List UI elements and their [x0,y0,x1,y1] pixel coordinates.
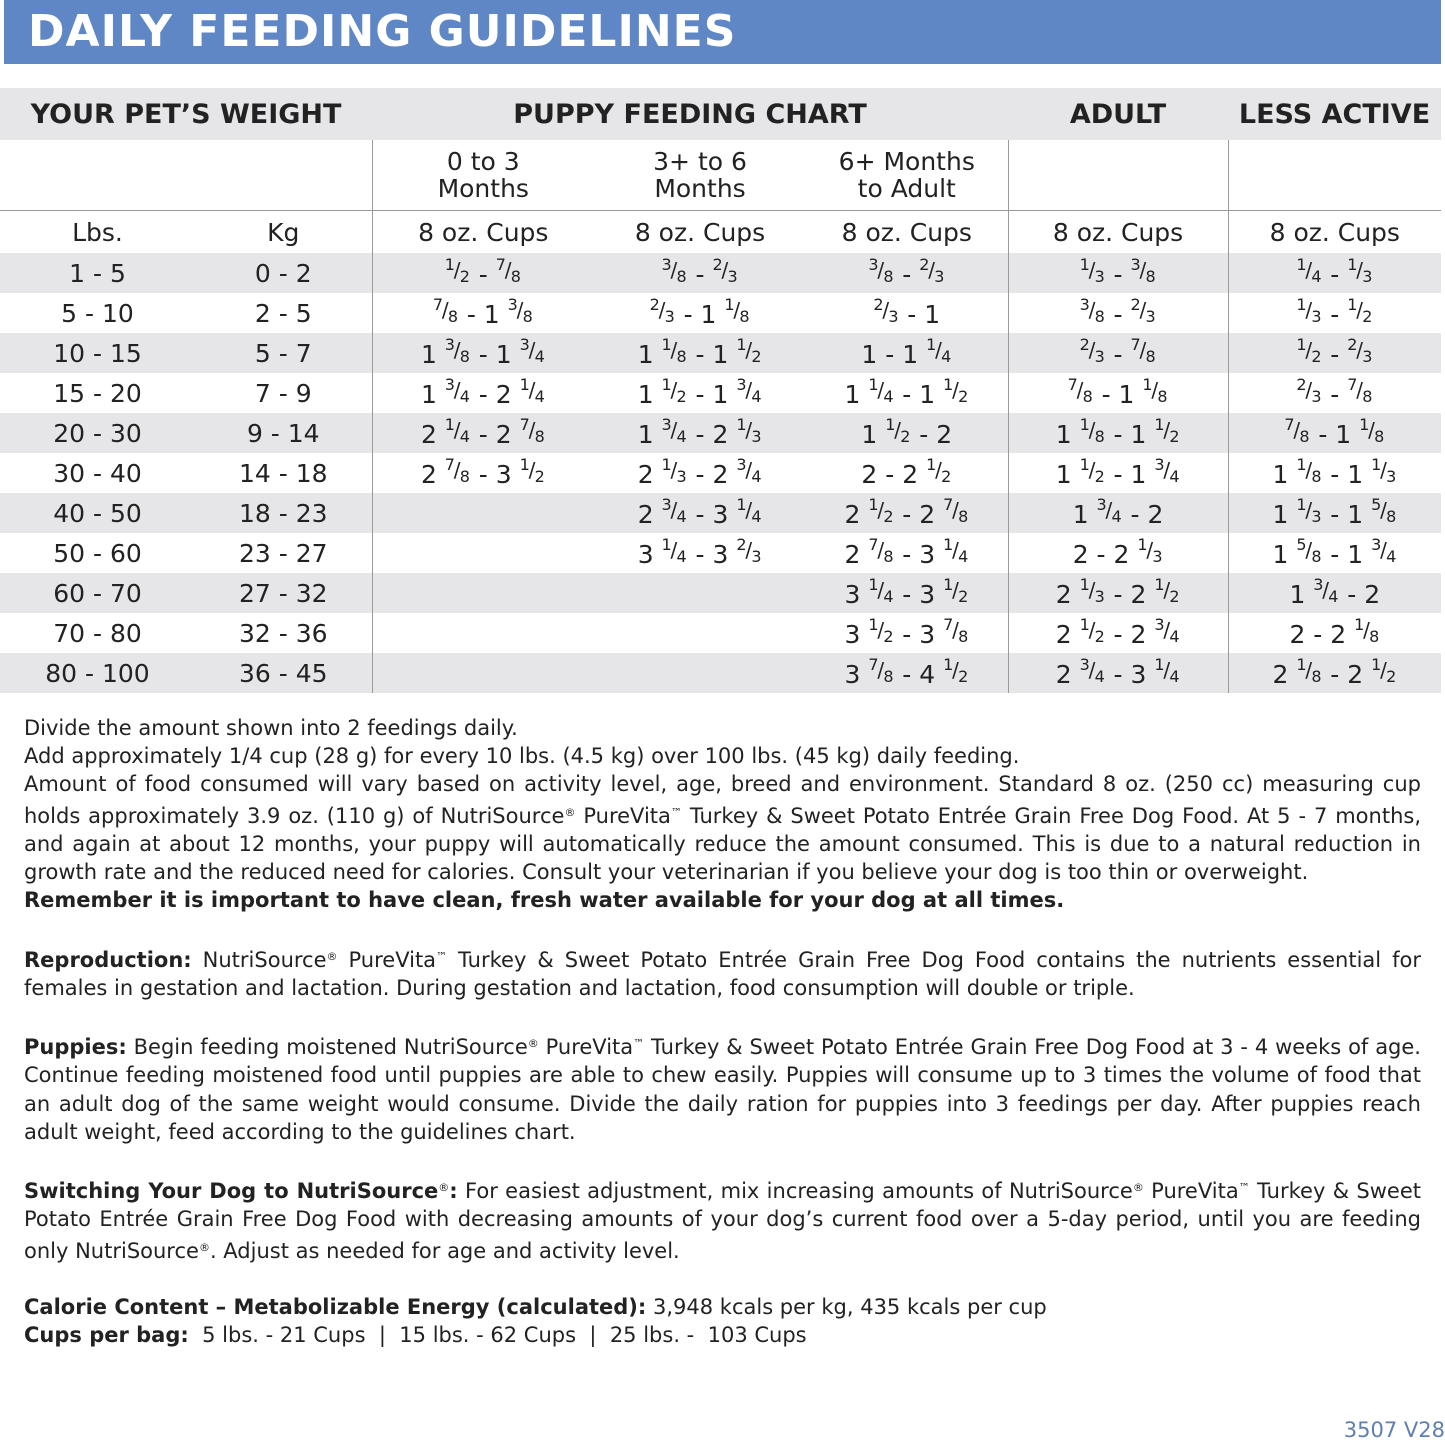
note-water-text: Remember it is important to have clean, fresh water available for your dog at all times. [24,888,1065,913]
note-switching [24,1174,1421,1265]
lbs-cell: 40 - 50 [0,493,195,533]
puppy-6-adult-cell: 3 / 8 - 2 / 3 [806,253,1008,293]
puppy-3-6-cell: 2 3 / 4 - 3 1 / 4 [594,493,806,533]
less-active-cell: 2 - 2 1 / 8 [1228,613,1441,653]
registered-mark: ® [438,1181,450,1195]
header-adult: ADULT [1008,88,1228,140]
lbs-cell: 20 - 30 [0,413,195,453]
puppy-0-3-cell: 2 7 / 8 - 3 1 / 2 [372,453,594,493]
kg-cell: 9 - 14 [195,413,372,453]
header-cups-p3: 8 oz. Cups [806,211,1008,254]
pup-c: Turkey & Sweet Potato Entrée Grain Free Dog Food at 3 - 4 weeks of age. Continue feeding moistened food until puppies are able to chew easily. Puppies will consume up to 3 times the volume of food that an adult dog of the same weight would consume. Divide the daily ration for puppies into 3 feedings per day. After puppies reach adult weight, feed according to the guidelines chart. [24,1035,1421,1144]
adult-cell: 1 1 / 8 - 1 1 / 2 [1008,413,1228,453]
adult-cell: 2 1 / 2 - 2 3 / 4 [1008,613,1228,653]
kg-cell: 7 - 9 [254,378,312,408]
less-active-cell: 1 / 4 - 1 / 3 [1228,253,1441,293]
trademark-mark: ™ [436,949,448,963]
puppy-3-6-cell: 3 1 / 4 - 3 2 / 3 [637,535,762,569]
puppy-0-3-cell: 2 1 / 4 - 2 7 / 8 [372,413,594,453]
kg-cell: 0 - 2 [195,253,372,293]
note-water [24,886,1421,914]
less-active-cell: 1 1 / 8 - 1 1 / 3 [1228,453,1441,493]
less-active-cell: 1 1 / 3 - 1 5 / 8 [1228,493,1441,533]
puppy-6-adult-cell: 3 7 / 8 - 4 1 / 2 [806,653,1008,693]
header-age-3-6-text: 3+ to 6 Months [653,147,747,203]
cups-per-bag-label: Cups per bag: [24,1323,189,1348]
spacer [24,1002,1421,1030]
lbs-cell: 10 - 15 [0,333,195,373]
reproduction-label: Reproduction: [24,947,192,972]
note-calories [24,1293,1421,1321]
adult-cell: 1 / 3 - 3 / 8 [1008,253,1228,293]
calorie-label: Calorie Content – Metabolizable Energy (calculated): [24,1295,647,1319]
header-age-6-adult-text: 6+ Months to Adult [838,147,975,203]
version-code: 3507 V28 [1343,1418,1445,1442]
calorie-value: 3,948 kcals per kg, 435 kcals per cup [646,1295,1047,1319]
kg-cell: 32 - 36 [238,618,328,648]
puppy-3-6-cell: 1 1 / 8 - 1 1 / 2 [594,333,806,373]
less-active-cell: 7 / 8 - 1 1 / 8 [1228,413,1441,453]
lbs-cell: 80 - 100 [0,653,195,693]
note-reproduction [24,943,1421,1002]
table-row [0,613,1441,653]
adult-cell: 2 1 / 3 - 2 1 / 2 [1008,573,1228,613]
puppy-6-adult-cell: 3 1 / 2 - 3 7 / 8 [844,615,969,649]
less-active-cell: 1 3 / 4 - 2 [1228,573,1441,613]
note-cups-per-bag [24,1321,1421,1349]
puppy-3-6-cell: 1 1 / 2 - 1 3 / 4 [637,375,762,409]
header-lbs: Lbs. [0,211,195,254]
adult-cell: 2 / 3 - 7 / 8 [1008,333,1228,373]
header-weight: YOUR PET’S WEIGHT [0,88,372,140]
header-empty-adult [1008,140,1228,211]
pup-a: Begin feeding moistened NutriSource [126,1035,528,1060]
puppy-3-6-cell: 3 / 8 - 2 / 3 [594,253,806,293]
kg-cell: 18 - 23 [195,493,372,533]
registered-mark: ® [1132,1181,1144,1195]
header-cups-adult: 8 oz. Cups [1008,211,1228,254]
feeding-notes [24,714,1421,1349]
puppy-0-3-cell: 7 / 8 - 1 3 / 8 [372,293,594,333]
page-title: DAILY FEEDING GUIDELINES [28,6,737,57]
kg-cell: 2 - 5 [254,298,312,328]
table-row [0,253,1441,293]
header-cups-p2: 8 oz. Cups [594,211,806,254]
note-divide: Divide the amount shown into 2 feedings daily. [24,716,518,740]
puppy-3-6-cell [594,613,806,653]
header-empty-weight [0,140,372,211]
adult-cell: 2 - 2 1 / 3 [1008,533,1228,573]
header-row-ages [0,140,1441,211]
adult-cell: 2 3 / 4 - 3 1 / 4 [1008,653,1228,693]
table-row [0,573,1441,613]
table-row [0,493,1441,533]
kg-cell: 23 - 27 [238,538,328,568]
puppy-3-6-cell [594,573,806,613]
kg-cell: 5 - 7 [195,333,372,373]
less-active-cell: 1 / 3 - 1 / 2 [1228,293,1441,333]
header-age-6-adult [806,140,1008,211]
registered-mark: ® [564,805,576,819]
less-active-cell: 1 / 2 - 2 / 3 [1228,333,1441,373]
lbs-cell: 15 - 20 [53,378,142,408]
adult-cell: 1 1 / 2 - 1 3 / 4 [1008,453,1228,493]
puppy-0-3-cell [372,493,594,533]
lbs-cell: 60 - 70 [0,573,195,613]
feeding-table-body [0,88,1441,693]
puppy-6-adult-cell: 3 1 / 4 - 3 1 / 2 [806,573,1008,613]
switch-c: Turkey & Sweet Potato Entrée Grain Free Dog Food with decreasing amounts of your dog’s current food over a 5-day period, until you are feeding only NutriSource [24,1179,1421,1263]
registered-mark: ® [198,1240,210,1254]
adult-cell: 3 / 8 - 2 / 3 [1008,293,1228,333]
table-row [0,413,1441,453]
kg-cell: 36 - 45 [195,653,372,693]
spacer [24,914,1421,942]
puppy-6-adult-cell: 1 1 / 4 - 1 1 / 2 [844,375,969,409]
header-row-main [0,88,1441,140]
spacer [24,1265,1421,1293]
header-age-0-3 [372,140,594,211]
table-row [0,653,1441,693]
note-amount-a: Amount of food consumed will vary based on activity level, age, breed and environment. Standard 8 oz. (250 cc) measuring cup holds approximately 3.9 oz. (110 g) of NutriSource [24,772,1421,828]
switching-colon: : [449,1179,458,1204]
table-row [0,453,1441,493]
repro-b: PureVita [337,947,437,972]
table-row [0,373,1441,413]
note-amount-c: Turkey & Sweet Potato Entrée Grain Free Dog Food. At 5 - 7 months, and again at about 12 months, your puppy will automatically reduce the amount consumed. This is due to a natural reduction in growth rate and the reduced need for calories. Consult your veterinarian if you believe your dog is too thin or overweight. [24,803,1421,885]
kg-cell: 14 - 18 [238,458,328,488]
registered-mark: ® [326,949,338,963]
spacer [24,1146,1421,1174]
puppy-3-6-cell: 2 1 / 3 - 2 3 / 4 [637,455,762,489]
note-add: Add approximately 1/4 cup (28 g) for every 10 lbs. (4.5 kg) over 100 lbs. (45 kg) daily feeding. [24,744,1020,769]
puppy-6-adult-cell: 1 1 / 2 - 2 [806,413,1008,453]
repro-a: NutriSource [191,947,327,972]
less-active-cell: 2 / 3 - 7 / 8 [1228,373,1441,413]
header-puppy: PUPPY FEEDING CHART [372,88,1008,140]
puppy-0-3-cell: 1 3 / 8 - 1 3 / 4 [372,333,594,373]
less-active-cell: 1 5 / 8 - 1 3 / 4 [1228,533,1441,573]
switching-label: Switching Your Dog to NutriSource [24,1179,439,1204]
header-less-active: LESS ACTIVE [1228,88,1441,140]
puppy-6-adult-cell: 1 - 1 1 / 4 [806,333,1008,373]
trademark-mark: ™ [633,1037,645,1051]
puppy-0-3-cell [372,653,594,693]
header-cups-p1: 8 oz. Cups [372,211,594,254]
note-amount [24,770,1421,886]
puppies-label: Puppies: [24,1035,127,1060]
puppy-0-3-cell [372,533,594,573]
header-cups-less: 8 oz. Cups [1228,211,1441,254]
registered-mark: ® [527,1037,539,1051]
puppy-0-3-cell [372,613,594,653]
header-row-units [0,211,1441,254]
lbs-cell: 1 - 5 [0,253,195,293]
puppy-6-adult-cell: 2 7 / 8 - 3 1 / 4 [844,535,969,569]
lbs-cell: 30 - 40 [53,458,142,488]
table-row [0,333,1441,373]
cups-per-bag-value: 5 lbs. - 21 Cups | 15 lbs. - 62 Cups | 25 lbs. - 103 Cups [188,1323,807,1348]
switch-a: For easiest adjustment, mix increasing amounts of NutriSource [457,1179,1133,1204]
header-age-0-3-text: 0 to 3 Months [437,147,529,203]
puppy-0-3-cell: 1 3 / 4 - 2 1 / 4 [372,373,594,413]
lbs-cell: 5 - 10 [61,298,134,328]
less-active-cell: 2 1 / 8 - 2 1 / 2 [1228,653,1441,693]
puppy-3-6-cell: 1 3 / 4 - 2 1 / 3 [594,413,806,453]
pup-b: PureVita [538,1035,634,1060]
header-kg: Kg [195,211,372,254]
lbs-cell: 70 - 80 [53,618,142,648]
switch-b: PureVita [1143,1179,1239,1204]
trademark-mark: ™ [1238,1181,1250,1195]
puppy-6-adult-cell: 2 1 / 2 - 2 7 / 8 [806,493,1008,533]
puppy-0-3-cell: 1 / 2 - 7 / 8 [372,253,594,293]
title-banner [4,0,1441,64]
puppy-6-adult-cell: 2 - 2 1 / 2 [861,455,952,489]
feeding-table [0,88,1441,693]
trademark-mark: ™ [670,805,682,819]
puppy-0-3-cell [372,573,594,613]
lbs-cell: 50 - 60 [53,538,142,568]
table-row [0,533,1441,573]
adult-cell: 1 3 / 4 - 2 [1008,493,1228,533]
puppy-6-adult-cell: 2 / 3 - 1 [873,295,941,329]
puppy-3-6-cell [594,653,806,693]
note-puppies [24,1030,1421,1146]
header-empty-less [1228,140,1441,211]
switch-d: . Adjust as needed for age and activity level. [209,1238,680,1263]
repro-c: Turkey & Sweet Potato Entrée Grain Free Dog Food contains the nutrients essential for females in gestation and lactation. During gestation and lactation, food consumption will double or triple. [24,947,1421,1000]
note-amount-b: PureVita [575,803,671,828]
puppy-3-6-cell: 2 / 3 - 1 1 / 8 [649,295,750,329]
adult-cell: 7 / 8 - 1 1 / 8 [1008,373,1228,413]
table-row [0,293,1441,333]
header-age-3-6 [594,140,806,211]
kg-cell: 27 - 32 [195,573,372,613]
